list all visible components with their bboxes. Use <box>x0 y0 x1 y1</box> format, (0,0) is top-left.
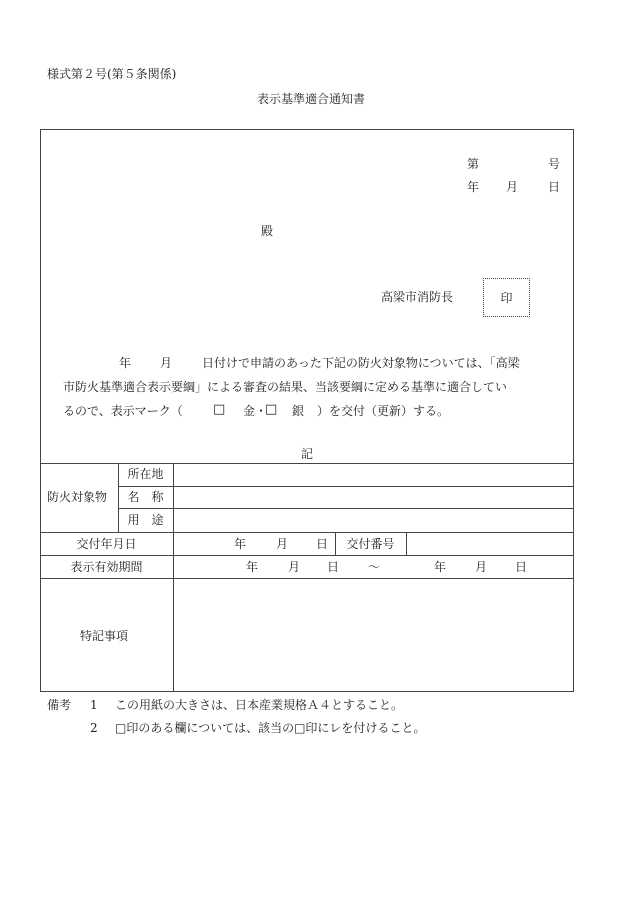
note-1-number: 1 <box>90 698 98 712</box>
table-top-line <box>40 463 574 464</box>
row-line-name <box>118 508 574 509</box>
body-line2: 市防火基準適合表示要綱」による審査の結果、当該要綱に定める基準に適合してい <box>63 380 508 394</box>
note-1-text: この用紙の大きさは、日本産業規格Ａ４とすること。 <box>115 698 404 712</box>
row-line-issue <box>40 555 574 556</box>
note-2-text: □印のある欄については、該当の□印にレを付けること。 <box>115 721 426 735</box>
validity-from-year: 年 <box>246 560 259 574</box>
doc-number-prefix: 第 <box>467 157 480 171</box>
body-year: 年 <box>119 356 132 370</box>
row-line-location <box>118 486 574 487</box>
body-line3-prefix: るので、表示マーク（ <box>63 404 183 418</box>
gold-label: 金・ <box>243 404 268 418</box>
issue-date-label: 交付年月日 <box>76 537 137 551</box>
issuer-name: 高梁市消防長 <box>381 290 454 304</box>
seal-label: 印 <box>500 291 513 305</box>
addressee-suffix: 殿 <box>261 224 274 238</box>
use-label: 用 途 <box>127 513 164 527</box>
issue-date-month: 月 <box>276 537 289 551</box>
notes-label: 備考 <box>47 698 72 712</box>
row-line-use <box>40 532 574 533</box>
validity-to-day: 日 <box>515 560 528 574</box>
document-title: 表示基準適合通知書 <box>257 92 366 106</box>
note-2-number: 2 <box>90 721 98 735</box>
body-line3-suffix: ）を交付（更新）する。 <box>317 404 450 418</box>
fire-target-label: 防火対象物 <box>47 490 108 504</box>
validity-from-month: 月 <box>288 560 301 574</box>
location-label: 所在地 <box>127 467 164 481</box>
remarks-label: 特記事項 <box>80 629 129 643</box>
issue-number-label: 交付番号 <box>346 537 395 551</box>
validity-tilde: ～ <box>368 560 381 574</box>
doc-date-day: 日 <box>548 180 561 194</box>
doc-date-year: 年 <box>467 180 480 194</box>
silver-checkbox[interactable]: □ <box>265 402 278 417</box>
row-line-validity <box>40 578 574 579</box>
doc-number-suffix: 号 <box>548 157 561 171</box>
name-label: 名 称 <box>127 490 164 504</box>
issue-date-day: 日 <box>316 537 329 551</box>
col-line-value <box>173 463 174 692</box>
ki-heading: 記 <box>301 447 314 461</box>
validity-to-year: 年 <box>434 560 447 574</box>
col-line-number-label-right <box>406 532 407 555</box>
issue-date-year: 年 <box>234 537 247 551</box>
validity-label: 表示有効期間 <box>70 560 143 574</box>
validity-from-day: 日 <box>327 560 340 574</box>
validity-to-month: 月 <box>475 560 488 574</box>
gold-checkbox[interactable]: □ <box>213 402 226 417</box>
silver-label: 銀 <box>292 404 305 418</box>
doc-date-month: 月 <box>506 180 519 194</box>
form-number: 様式第２号(第５条関係) <box>47 67 177 81</box>
body-line1: 日付けで申請のあった下記の防火対象物については、「高梁 <box>202 356 520 370</box>
seal-box <box>483 278 530 317</box>
body-month: 月 <box>160 356 173 370</box>
